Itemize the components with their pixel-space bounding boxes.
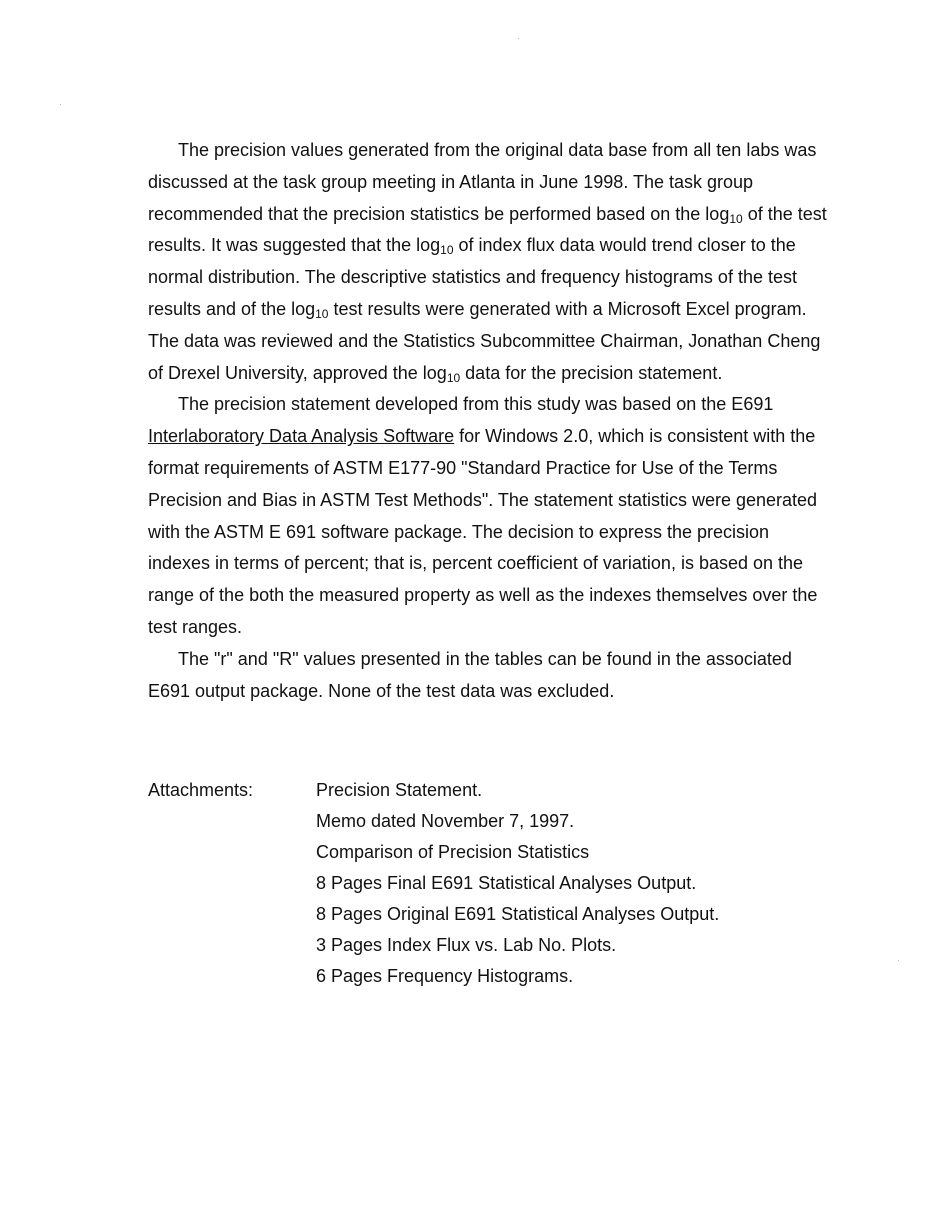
scan-speck <box>898 960 899 961</box>
subscript-10: 10 <box>729 211 743 226</box>
paragraph-1-text-d: test results were generated with a Microsoft Excel program. The data was reviewed and the Statistics Subcommittee Chairman, Jonathan Cheng of Drexel University, approved the log <box>148 298 821 383</box>
attachment-item: Precision Statement. <box>316 780 483 800</box>
paragraph-2-text-a: The precision statement developed from this study was based on the E691 <box>178 394 774 415</box>
body-text <box>148 135 828 707</box>
attachment-item: 6 Pages Frequency Histograms. <box>316 966 574 986</box>
paragraph-1 <box>148 135 828 389</box>
subscript-10: 10 <box>315 306 329 321</box>
attachment-item: Comparison of Precision Statistics <box>316 842 590 862</box>
attachment-item: 8 Pages Original E691 Statistical Analyses Output. <box>316 904 720 924</box>
paragraph-3-text: The "r" and "R" values presented in the tables can be found in the associated E691 output package. None of the test data was excluded. <box>148 648 792 701</box>
attachments-list <box>316 775 719 992</box>
paragraph-1-text-e: data for the precision statement. <box>460 362 723 383</box>
scan-speck <box>60 104 61 105</box>
paragraph-1-text-a: The precision values generated from the original data base from all ten labs was discussed at the task group meeting in Atlanta in June 1998. The task group recommended that the precision statistics be performed based on the log <box>148 140 817 224</box>
subscript-10: 10 <box>446 370 461 385</box>
attachment-item: 3 Pages Index Flux vs. Lab No. Plots. <box>316 935 617 955</box>
attachments-label: Attachments: <box>148 780 254 800</box>
paragraph-2 <box>148 389 828 643</box>
attachment-item: Memo dated November 7, 1997. <box>316 811 575 831</box>
paragraph-2-text-b: for Windows 2.0, which is consistent with the format requirements of ASTM E177-90 "Standard Practice for Use of the Terms Precision and Bias in ASTM Test Methods". The statement statistics were generated with the ASTM E 691 software package. The decision to express the precision indexes in terms of percent; that is, percent coefficient of variation, is based on the range of the both the measured property as well as the indexes themselves over the test ranges. <box>148 426 818 637</box>
paragraph-3 <box>148 644 828 708</box>
attachment-item: 8 Pages Final E691 Statistical Analyses Output. <box>316 873 697 893</box>
subscript-10: 10 <box>440 243 454 258</box>
scan-speck <box>518 38 519 39</box>
paragraph-1-text-b: of the test results. It was suggested that the log <box>148 203 827 256</box>
software-title-underlined: Interlaboratory Data Analysis Software <box>148 426 455 447</box>
paragraph-1-text-c: of index flux data would trend closer to the normal distribution. The descriptive statistics and frequency histograms of the test results and of the log <box>148 235 797 319</box>
